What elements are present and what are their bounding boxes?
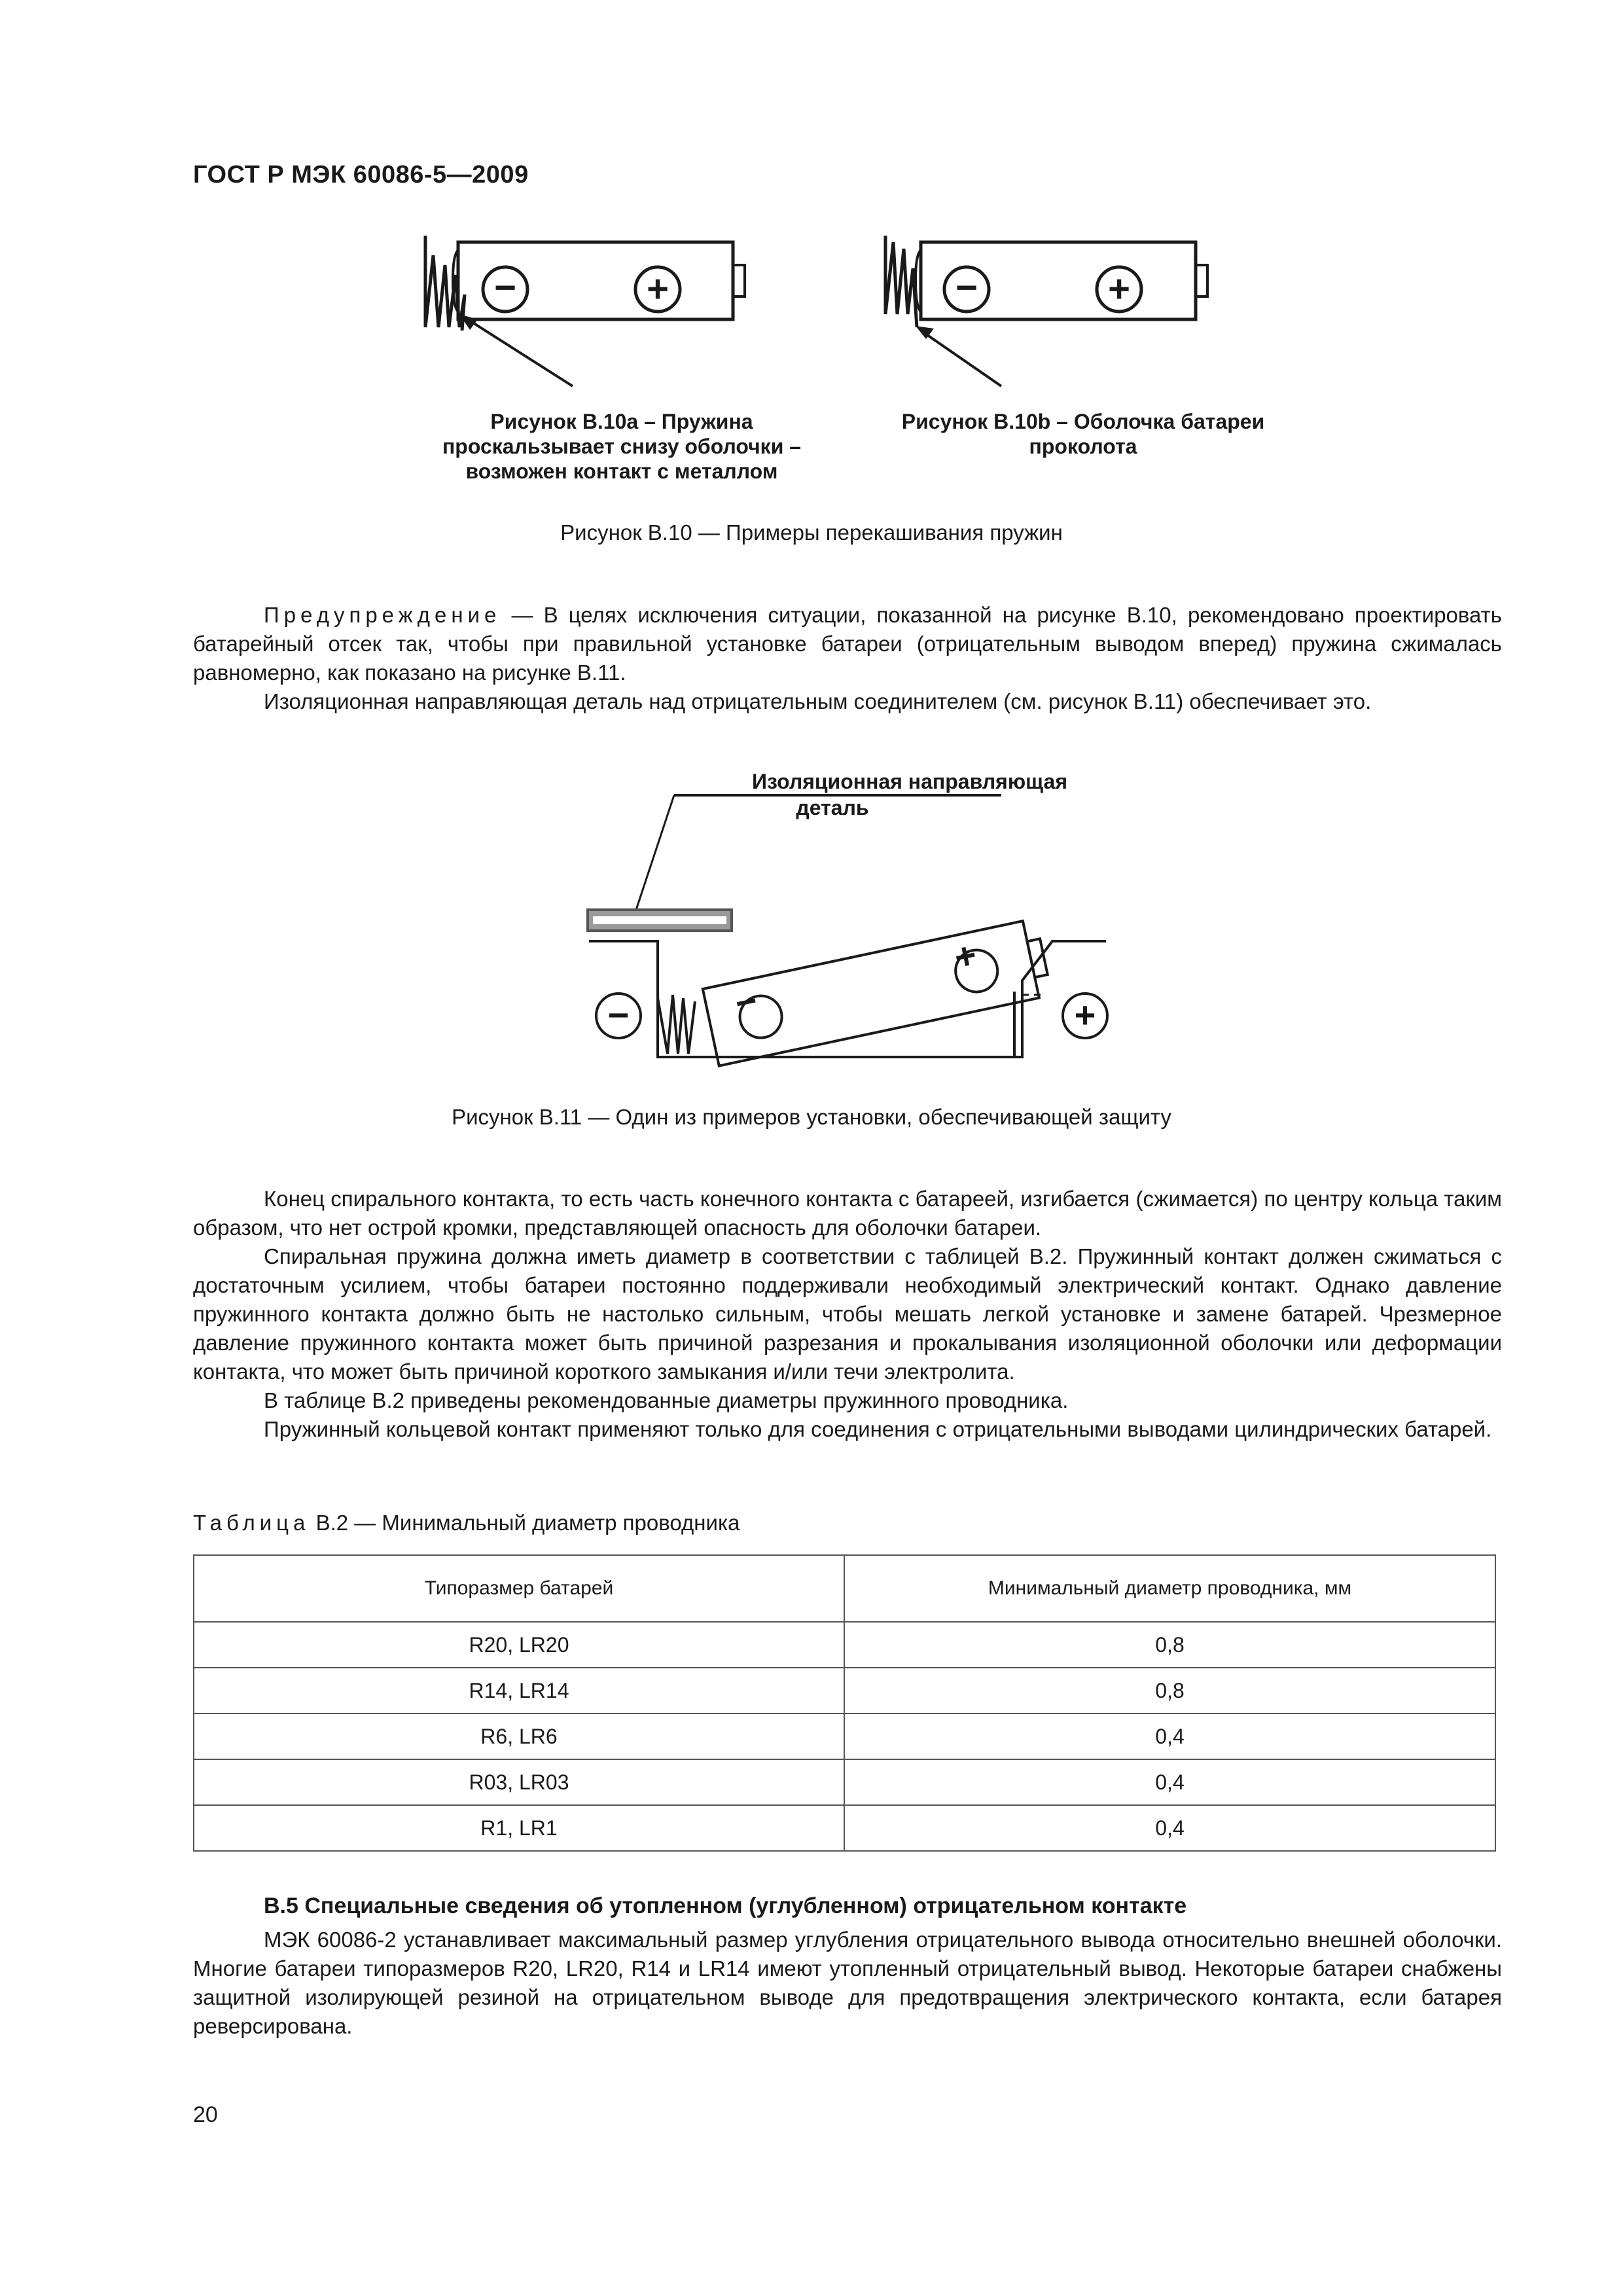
- table-label: Таблица: [193, 1511, 310, 1535]
- minus-symbol: −: [494, 266, 516, 309]
- table-header-cell: Типоразмер батарей: [194, 1555, 844, 1622]
- warning-text: — В целях исключения ситуации, показанной на рисунке B.10, рекомендовано проектировать батарейный отсек так, чтобы при правильной установке батареи (отрицательным выводом вперед) пружина сжималась равномерно, как показано на рисунке B.11.: [193, 603, 1502, 685]
- minus-symbol: −: [955, 266, 978, 309]
- table-row: [194, 1622, 1495, 1668]
- battery-minus-symbol: −: [731, 979, 761, 1024]
- battery-plus-symbol: +: [950, 933, 980, 978]
- body-paragraph-4: Пружинный кольцевой контакт применяют только для соединения с отрицательными выводами цилиндрических батарей.: [264, 1417, 1492, 1441]
- table-header-cell: Минимальный диаметр проводника, мм: [844, 1555, 1495, 1622]
- table-caption: [193, 1511, 740, 1535]
- table-cell: R03, LR03: [194, 1759, 844, 1805]
- warning-block: [193, 601, 1502, 716]
- plus-symbol: +: [647, 268, 669, 310]
- table-cell: 0,8: [844, 1622, 1495, 1668]
- table-cell: 0,8: [844, 1668, 1495, 1713]
- figure-b11-drawing: [582, 766, 1106, 1080]
- figure-b10b-drawing: [874, 229, 1279, 393]
- warning-para2: Изоляционная направляющая деталь над отрицательным соединителем (см. рисунок B.11) обеспечивает это.: [264, 689, 1372, 713]
- body-text: [193, 1185, 1502, 1444]
- body-paragraph-3: В таблице B.2 приведены рекомендованные диаметры пружинного проводника.: [264, 1388, 1069, 1412]
- table-cell: R6, LR6: [194, 1713, 844, 1759]
- outer-plus-symbol: +: [1074, 994, 1096, 1035]
- section-b5-title: B.5 Специальные сведения об утопленном (углубленном) отрицательном контакте: [264, 1893, 1187, 1918]
- table-cell: R1, LR1: [194, 1805, 844, 1851]
- table-cell: 0,4: [844, 1759, 1495, 1805]
- body-paragraph-1: Конец спирального контакта, то есть часть конечного контакта с батареей, изгибается (сжимается) по центру кольца таким образом, что нет острой кромки, представляющей опасность для оболочки батареи.: [193, 1187, 1502, 1240]
- battery-cap: [1196, 265, 1207, 296]
- section-b5-text-block: [193, 1926, 1502, 2041]
- figure-b10-caption: Рисунок B.10 — Примеры перекашивания пружин: [560, 520, 1063, 545]
- document-header: ГОСТ Р МЭК 60086-5—2009: [193, 161, 529, 188]
- warning-label: Предупреждение: [264, 603, 501, 627]
- figure-b11-caption: Рисунок B.11 — Один из примеров установки, обеспечивающей защиту: [452, 1105, 1171, 1129]
- body-paragraph-2: Спиральная пружина должна иметь диаметр в соответствии с таблицей B.2. Пружинный контакт должен сжиматься с достаточным усилием, чтобы батареи постоянно поддерживали необходимый электрический контакт. Однако давление пружинного контакта должно быть не настолько сильным, чтобы мешать легкой установке и замене батарей. Чрезмерное давление пружинного контакта может быть причиной разрезания и прокалывания изоляционной оболочки или деформации контакта, что может быть причиной короткого замыкания и/или течи электролита.: [193, 1244, 1502, 1384]
- section-b5-text: МЭК 60086-2 устанавливает максимальный размер углубления отрицательного вывода относительно внешней оболочки. Многие батареи типоразмеров R20, LR20, R14 и LR14 имеют утопленный отрицательный вывод. Некоторые батареи снабжены защитной изолирующей резиной на отрицательном выводе для предотвращения электрического контакта, если батарея реверсирована.: [193, 1928, 1502, 2038]
- table-row: [194, 1713, 1495, 1759]
- plus-symbol: +: [1108, 268, 1130, 310]
- table-row: [194, 1759, 1495, 1805]
- table-cell: 0,4: [844, 1805, 1495, 1851]
- callout-label-line1: Изоляционная направляющая: [752, 770, 1067, 793]
- table-cell: R14, LR14: [194, 1668, 844, 1713]
- spring-icon: [885, 236, 917, 327]
- table-b2: [193, 1554, 1496, 1852]
- battery-cap: [733, 265, 745, 296]
- table-row: [194, 1805, 1495, 1851]
- outer-minus-symbol: −: [607, 994, 630, 1035]
- page-number: 20: [193, 2102, 218, 2127]
- figure-b10a-caption: Рисунок B.10a – Пружина проскальзывает снизу оболочки – возможен контакт с металлом: [442, 410, 802, 483]
- table-row: [194, 1668, 1495, 1713]
- table-cell: R20, LR20: [194, 1622, 844, 1668]
- spring-icon: [658, 995, 695, 1054]
- table-title: B.2 — Минимальный диаметр проводника: [315, 1511, 740, 1535]
- figure-b10a-drawing: [412, 229, 818, 393]
- figure-b10b-caption: Рисунок B.10b – Оболочка батареи проколота: [901, 410, 1265, 458]
- table-cell: 0,4: [844, 1713, 1495, 1759]
- table-header-row: [194, 1555, 1495, 1622]
- callout-label-line2: деталь: [796, 796, 869, 819]
